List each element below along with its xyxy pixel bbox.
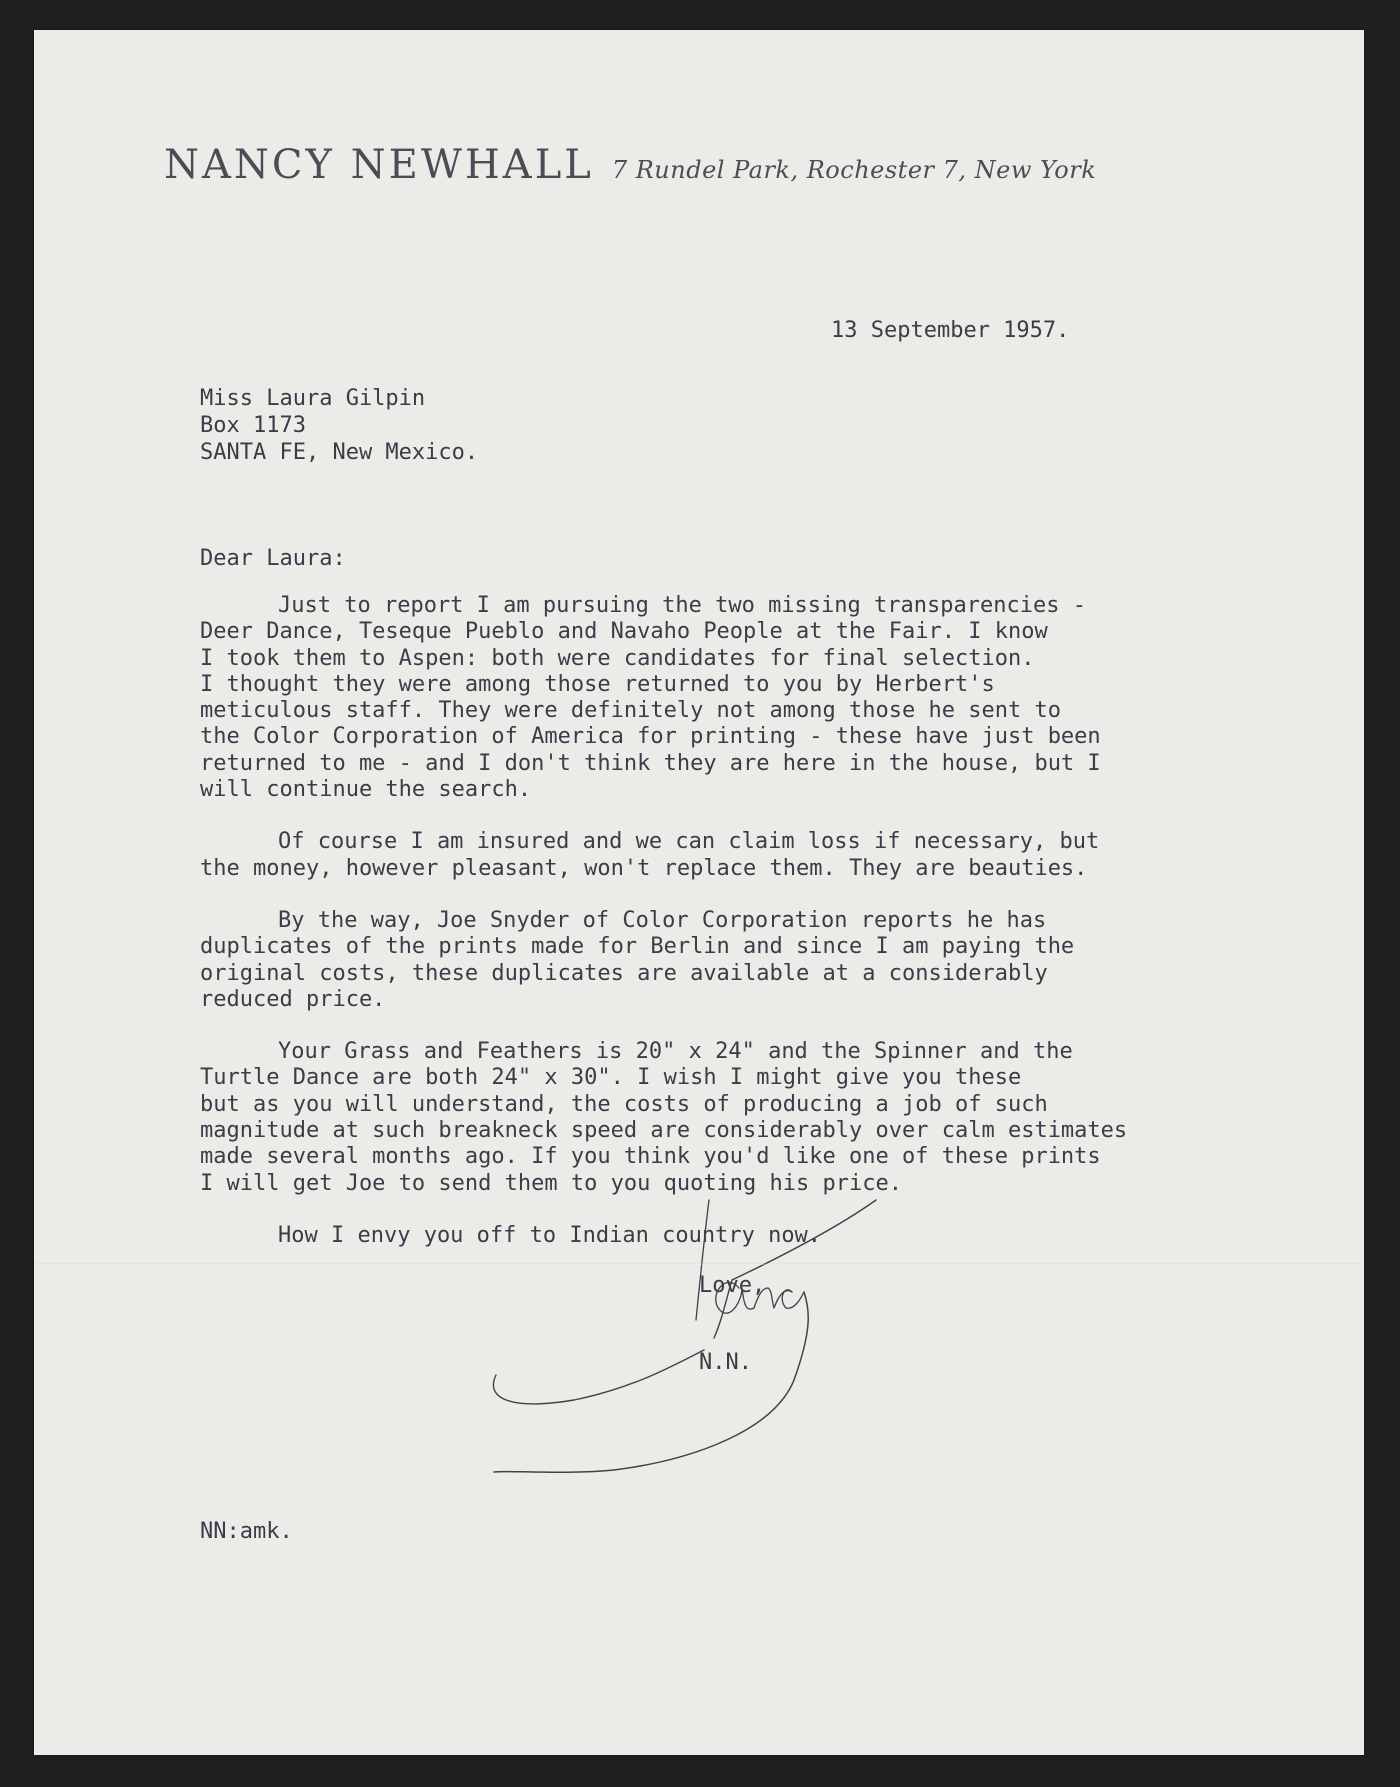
paragraph-line: Just to report I am pursuing the two missing transparencies - <box>278 593 1086 618</box>
letterhead-address: 7 Rundel Park, Rochester 7, New York <box>611 156 1097 184</box>
paragraph-line: original costs, these duplicates are available at a considerably <box>200 960 1048 986</box>
salutation: Dear Laura: <box>200 546 346 571</box>
reference-initials: NN:amk. <box>200 1519 293 1544</box>
paragraph-line: Of course I am insured and we can claim loss if necessary, but <box>278 829 1100 855</box>
paragraph-line: Deer Dance, Teseque Pueblo and Navaho People at the Fair. I know <box>200 619 1048 645</box>
paragraph-line: Your Grass and Feathers is 20" x 24" and the Spinner and the <box>278 1039 1073 1065</box>
paragraph-line: I thought they were among those returned to you by Herbert's <box>200 671 995 697</box>
paragraph-line: By the way, Joe Snyder of Color Corporation reports he has <box>278 907 1047 933</box>
typed-initials: N.N. <box>699 1350 752 1375</box>
recipient-address <box>200 385 478 466</box>
recipient-line-3: SANTA FE, New Mexico. <box>200 440 479 465</box>
closing: Love, <box>699 1273 766 1298</box>
paragraph-line: duplicates of the prints made for Berlin and since I am paying the <box>200 934 1075 960</box>
paper-fold-line <box>34 1263 1364 1265</box>
letter-date: 13 September 1957. <box>831 318 1070 343</box>
paragraph-line: magnitude at such breakneck speed are considerably over calm estimates <box>200 1118 1128 1144</box>
paragraph-line: the Color Corporation of America for printing - these have just been <box>200 724 1101 750</box>
signature-strokes <box>493 1200 876 1472</box>
paragraph-line: made several months ago. If you think you'd like one of these prints <box>200 1144 1101 1170</box>
paragraph-1 <box>200 593 1320 803</box>
recipient-line-1: Miss Laura Gilpin <box>200 386 426 411</box>
paragraph-line: returned to me - and I don't think they are here in the house, but I <box>200 750 1101 776</box>
letter-page <box>34 30 1364 1755</box>
paragraph-3 <box>200 908 1320 1013</box>
paragraph-2 <box>200 829 1320 882</box>
handwritten-signature <box>474 1160 894 1520</box>
recipient-line-2: Box 1173 <box>200 413 306 438</box>
paragraph-line: but as you will understand, the costs of producing a job of such <box>200 1091 1048 1117</box>
letterhead <box>164 142 1096 188</box>
paragraph-line: will continue the search. <box>200 777 532 803</box>
paragraph-line: I took them to Aspen: both were candidates for final selection. <box>200 645 1035 671</box>
letterhead-name: NANCY NEWHALL <box>164 142 594 188</box>
paragraph-line: the money, however pleasant, won't replace them. They are beauties. <box>200 855 1088 881</box>
paragraph-line: How I envy you off to Indian country now. <box>278 1222 822 1248</box>
paragraph-line: meticulous staff. They were definitely not among those he sent to <box>200 698 1061 724</box>
paragraph-line: Turtle Dance are both 24" x 30". I wish I might give you these <box>200 1065 1022 1091</box>
paragraph-line: I will get Joe to send them to you quoting his price. <box>200 1170 902 1196</box>
paragraph-line: reduced price. <box>200 986 386 1012</box>
